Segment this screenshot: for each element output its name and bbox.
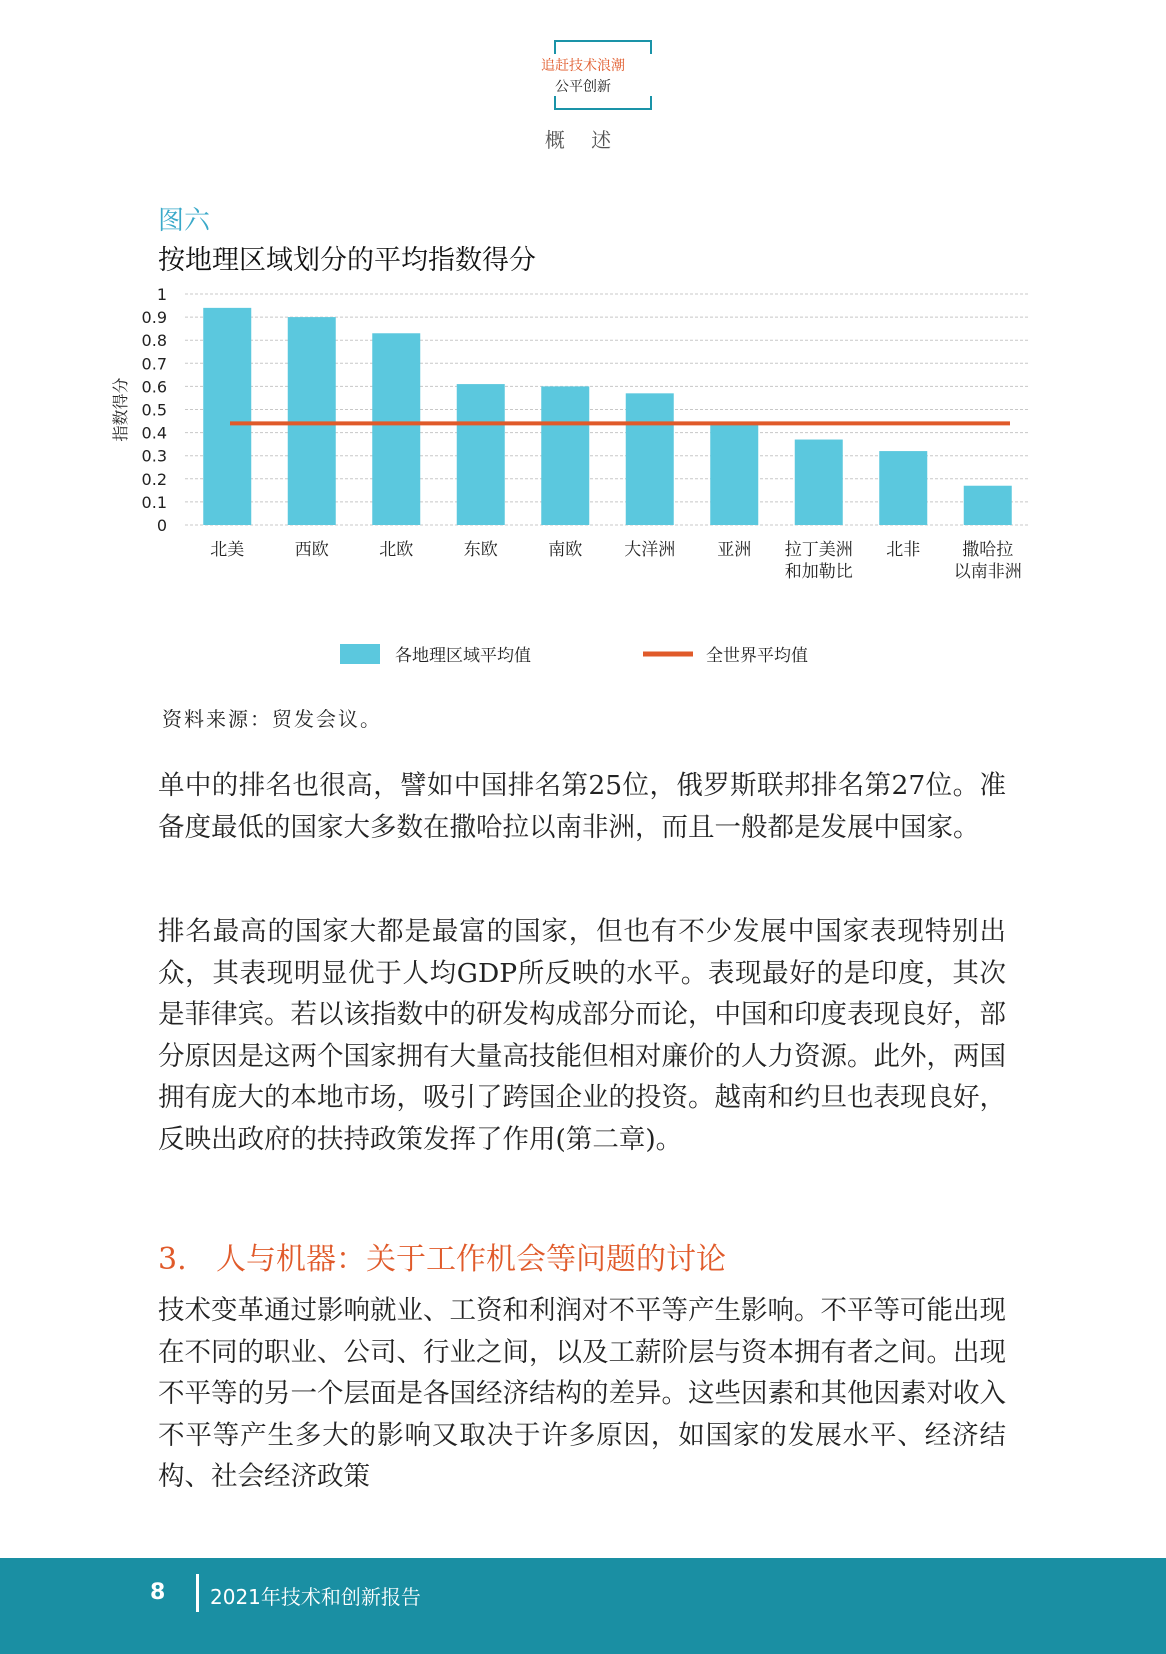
section-label: 概 述 [544,128,622,152]
bar-chart [100,280,1060,680]
figure-label: 图六 [158,206,211,236]
page-number: 8 [150,1580,166,1605]
x-tick-label: 南欧 [548,540,583,560]
bar [964,486,1012,525]
footer-divider [196,1574,199,1612]
bar [879,451,927,525]
y-tick-label: 0.5 [141,400,167,420]
x-tick-label: 和加勒比 [784,562,853,582]
y-tick-label: 0.6 [141,377,167,397]
legend-swatch-bars [340,644,380,664]
x-tick-label: 亚洲 [717,540,752,560]
y-axis-label: 指数得分 [111,377,130,442]
x-tick-label: 西欧 [294,540,329,560]
bar [795,440,843,525]
header-frame [554,40,652,110]
bar [457,384,505,525]
section-heading [158,1234,726,1278]
section-number: 3. [158,1242,187,1277]
bar [288,317,336,525]
footer-bar [0,1558,1166,1654]
y-tick-label: 1 [156,285,167,304]
figure-source: 资料来源：贸发会议。 [162,707,382,731]
legend-label-bars: 各地理区域平均值 [395,646,531,666]
header-title-line2: 公平创新 [555,79,611,95]
y-tick-label: 0.4 [141,423,167,443]
paragraph-1: 单中的排名也很高，譬如中国排名第25位，俄罗斯联邦排名第27位。准备度最低的国家大多数在撒哈拉以南非洲，而且一般都是发展中国家。 [158,770,1006,843]
x-tick-label: 拉丁美洲 [784,540,853,560]
bar [626,393,674,525]
x-tick-label: 北美 [210,540,245,560]
legend-label-line: 全世界平均值 [706,646,808,666]
y-tick-label: 0.8 [141,331,167,351]
figure-title: 按地理区域划分的平均指数得分 [158,245,536,276]
bar [541,386,589,525]
x-tick-label: 以南非洲 [953,562,1022,582]
bar [372,333,420,525]
footer-report-title: 2021年技术和创新报告 [210,1585,421,1609]
x-tick-label: 撒哈拉 [962,540,1014,560]
bar [203,308,251,525]
header-title-line1: 追赶技术浪潮 [541,58,625,74]
y-tick-label: 0.2 [141,469,167,489]
y-tick-label: 0 [156,516,167,535]
x-tick-label: 东欧 [463,540,498,560]
y-tick-label: 0.3 [141,446,167,466]
x-tick-label: 北欧 [379,540,414,560]
y-tick-label: 0.7 [141,354,167,374]
section-title: 人与机器：关于工作机会等问题的讨论 [216,1242,726,1277]
x-tick-label: 北非 [886,540,921,560]
paragraph-2: 排名最高的国家大都是最富的国家，但也有不少发展中国家表现特别出众，其表现明显优于人均GDP所反映的水平。表现最好的是印度，其次是菲律宾。若以该指数中的研发构成部分而论，中国和印度表现良好，部分原因是这两个国家拥有大量高技能但相对廉价的人力资源。此外，两国拥有庞大的本地市场，吸引了跨国企业的投资。越南和约旦也表现良好，反映出政府的扶持政策发挥了作用(第二章)。 [158,916,1006,1155]
paragraph-3: 技术变革通过影响就业、工资和利润对不平等产生影响。不平等可能出现在不同的职业、公司、行业之间，以及工薪阶层与资本拥有者之间。出现不平等的另一个层面是各国经济结构的差异。这些因素和其他因素对收入不平等产生多大的影响又取决于许多原因，如国家的发展水平、经济结构、社会经济政策 [158,1295,1006,1492]
y-tick-label: 0.9 [141,308,167,328]
y-tick-label: 0.1 [141,492,167,512]
x-tick-label: 大洋洲 [624,540,676,560]
bar [710,423,758,525]
